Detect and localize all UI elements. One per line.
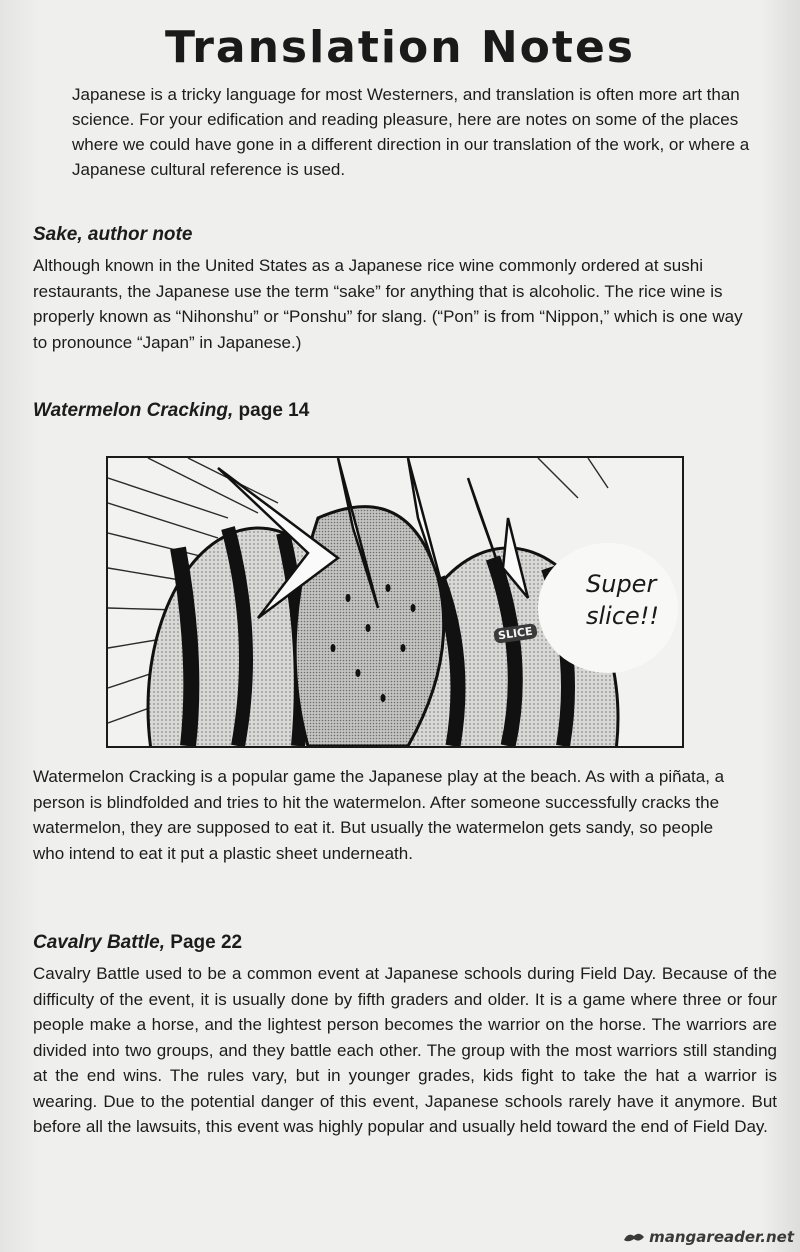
section-body-cavalry: Cavalry Battle used to be a common event at Japanese schools during Field Day. Because of the difficulty of the event, it is usually done by fifth graders and older. It is a game where three or four people make a horse, and the lightest person becomes the warrior on the horse. The warriors are divided into two groups, and they battle each other. The group with the most warriors still standing at the end wins. The rules vary, but in younger grades, kids fight to take the hat a warrior is wearing. Due to the potential danger of this event, Japanese schools rarely have it anymore. But before all the lawsuits, this event was highly popular and usually held toward the end of Field Day. bbox=[33, 964, 777, 1136]
section-heading-watermelon-page: page 14 bbox=[233, 400, 310, 421]
section-heading-cavalry-title: Cavalry Battle, bbox=[33, 932, 166, 953]
section-heading-sake bbox=[33, 224, 192, 246]
section-heading-cavalry bbox=[33, 932, 242, 954]
sound-effect-slice: SLICE bbox=[493, 623, 537, 644]
page-title: Translation Notes bbox=[165, 22, 635, 73]
manga-panel-image bbox=[106, 456, 684, 748]
section-heading-watermelon-title: Watermelon Cracking, bbox=[33, 400, 234, 421]
section-body-sake: Although known in the United States as a Japanese rice wine commonly ordered at sushi restaurants, the Japanese use the term “sake” for anything that is alcoholic. The rice wine is properly known as “Nihonshu” or “Ponshu” for slang. (“Pon” is from “Nippon,” which is one way to pronounce “Japan” in Japanese.) bbox=[33, 256, 743, 352]
section-heading-watermelon bbox=[33, 400, 309, 422]
watermark-text: mangareader.net bbox=[649, 1228, 794, 1246]
sound-effect-text: Super slice!! bbox=[586, 570, 660, 630]
section-heading-cavalry-page: Page 22 bbox=[165, 932, 243, 953]
intro-paragraph: Japanese is a tricky language for most Westerners, and translation is often more art than science. For your edification and reading pleasure, here are notes on some of the places where we could have gone in a different direction in our translation of the work, or where a Japanese cultural reference is used. bbox=[72, 85, 750, 179]
section-heading-sake-title: Sake, author note bbox=[33, 224, 193, 245]
watermark-logo-icon bbox=[623, 1230, 645, 1244]
watermark bbox=[623, 1228, 794, 1246]
section-body-watermelon: Watermelon Cracking is a popular game the Japanese play at the beach. As with a piñata, a person is blindfolded and tries to hit the watermelon. After someone successfully cracks the watermelon, they are supposed to eat it. But usually the watermelon gets sandy, so people who intend to eat it put a plastic sheet underneath. bbox=[33, 767, 725, 863]
